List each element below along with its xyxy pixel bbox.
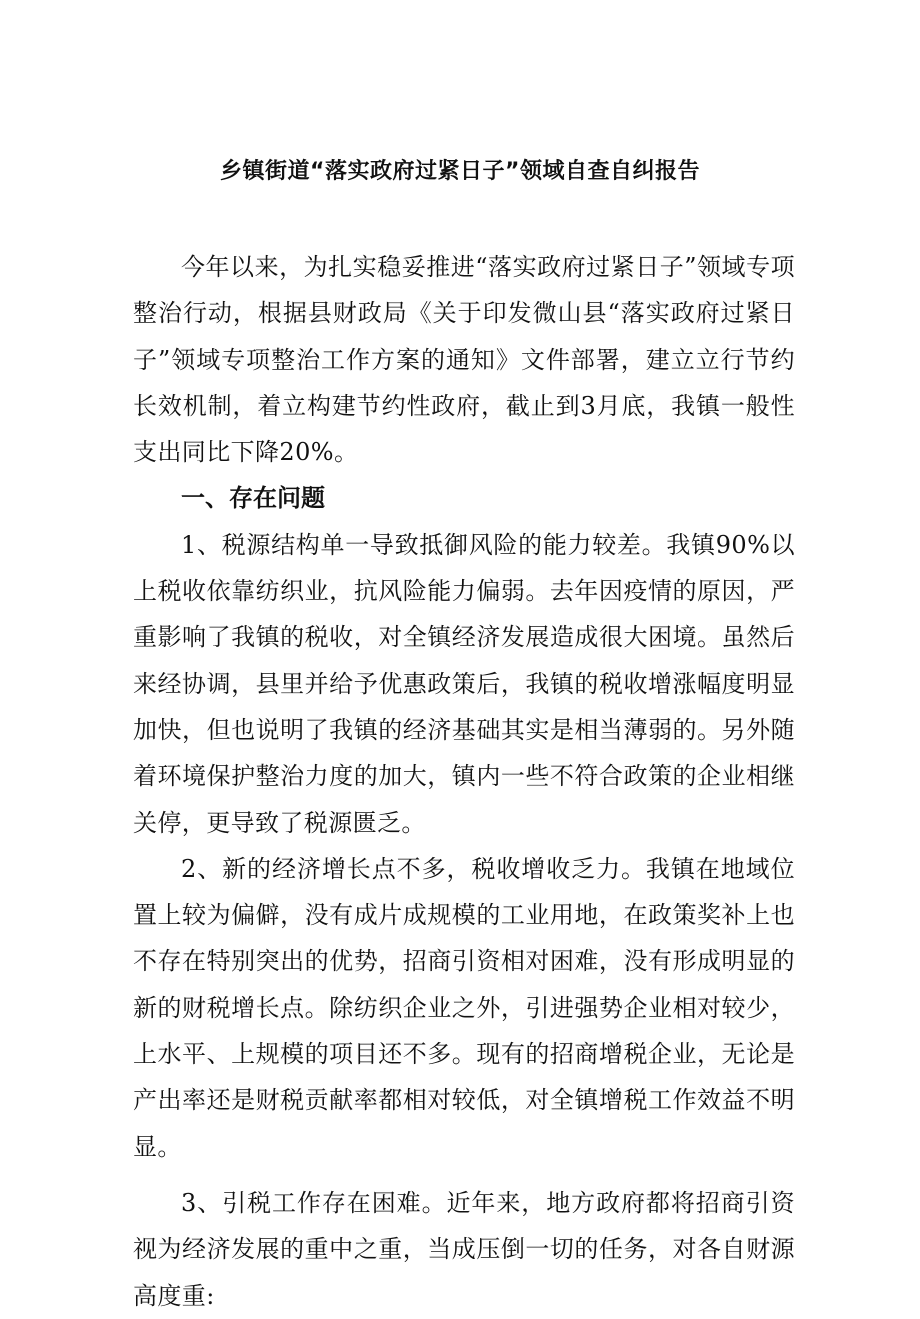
document-title: 乡镇街道“落实政府过紧日子”领域自查自纠报告 [220, 159, 700, 184]
issue-paragraph-2: 2、新的经济增长点不多，税收增收乏力。我镇在地域位置上较为偏僻，没有成片成规模的工业用地，在政策奖补上也不存在特别突出的优势，招商引资相对困难，没有形成明显的新的财税增长点。除纺织企业之外，引进强势企业相对较少，上水平、上规模的项目还不多。现有的招商增税企业，无论是产出率还是财税贡献率都相对较低，对全镇增税工作效益不明显。 [133, 854, 795, 1161]
issue-paragraph-1: 1、税源结构单一导致抵御风险的能力较差。我镇90%以上税收依靠纺织业，抗风险能力偏弱。去年因疫情的原因，严重影响了我镇的税收，对全镇经济发展造成很大困境。虽然后来经协调，县里并给予优惠政策后，我镇的税收增涨幅度明显加快，但也说明了我镇的经济基础其实是相当薄弱的。另外随着环境保护整治力度的加大，镇内一些不符合政策的企业相继关停，更导致了税源匮乏。 [133, 530, 795, 837]
document-body [133, 244, 795, 1319]
intro-paragraph: 今年以来，为扎实稳妥推进“落实政府过紧日子”领域专项整治行动，根据县财政局《关于印发微山县“落实政府过紧日子”领域专项整治工作方案的通知》文件部署，建立立行节约长效机制，着立构建节约性政府，截止到3月底，我镇一般性支出同比下降20%。 [133, 253, 795, 467]
section-heading: 一、存在问题 [181, 484, 325, 513]
issue-paragraph-3: 3、引税工作存在困难。近年来，地方政府都将招商引资视为经济发展的重中之重，当成压倒一切的任务，对各自财源高度重: [133, 1188, 795, 1310]
